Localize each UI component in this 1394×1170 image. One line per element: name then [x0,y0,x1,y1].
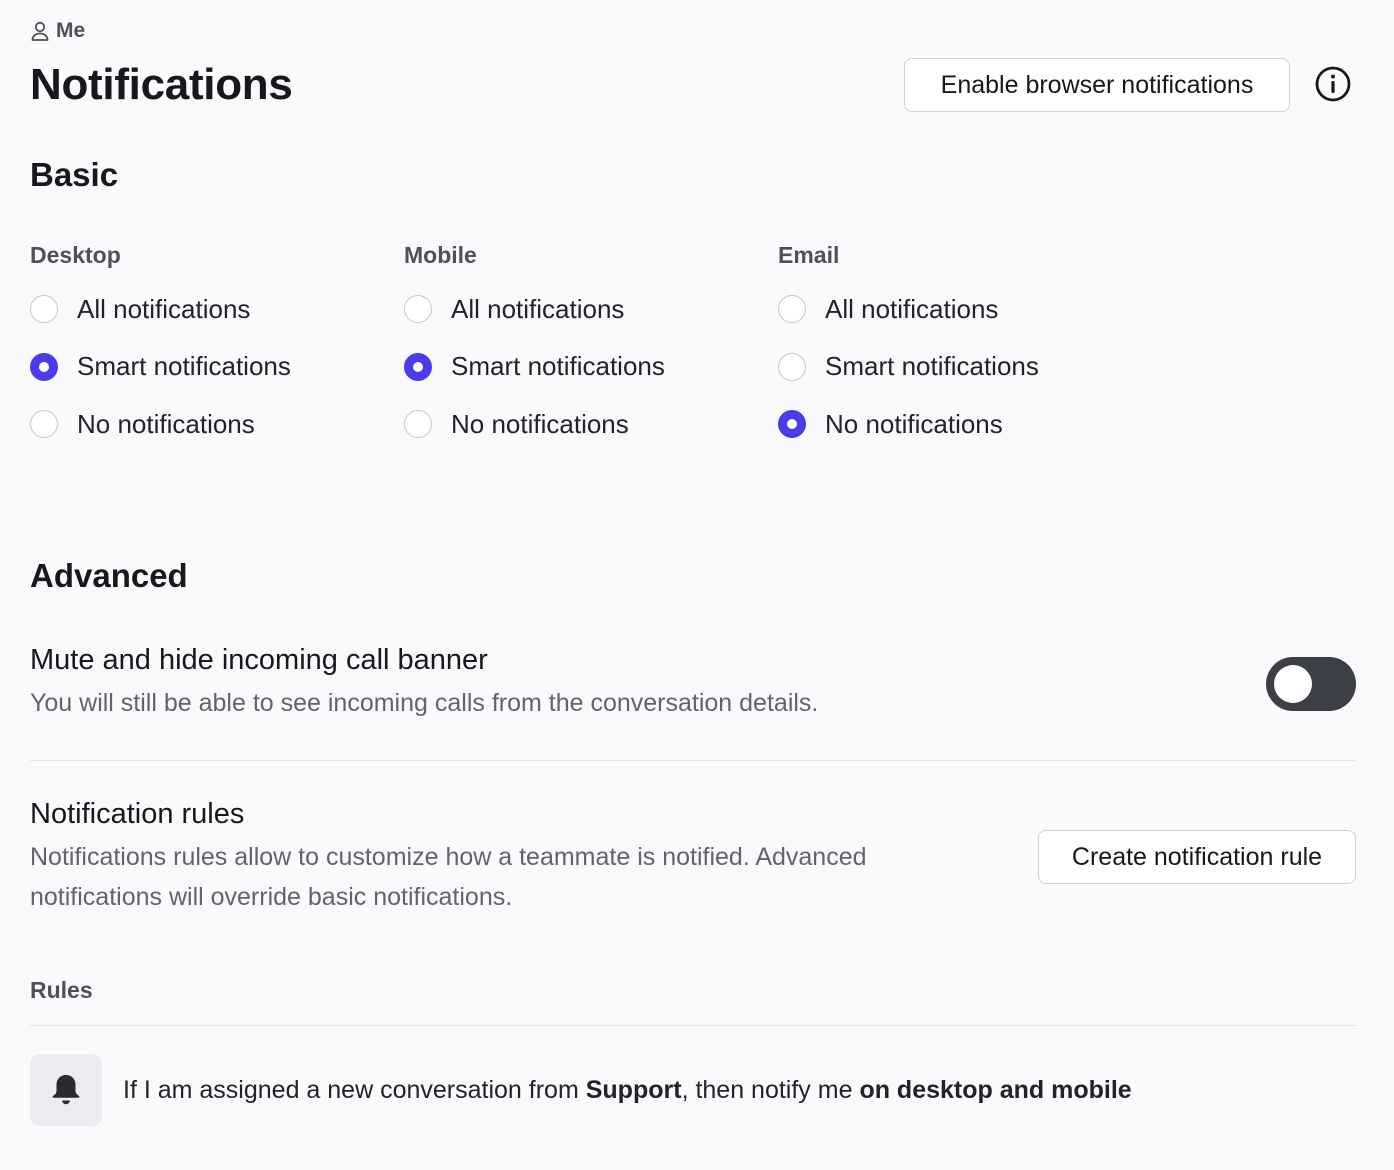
option-label: No notifications [825,408,1003,439]
email-column [778,240,1138,439]
desktop-option-none[interactable] [30,409,390,439]
breadcrumb[interactable] [30,19,85,43]
radio-button-selected[interactable] [30,353,58,381]
create-notification-rule-button[interactable]: Create notification rule [1038,830,1356,884]
rule-text-middle: , then notify me [681,1075,860,1104]
radio-button[interactable] [30,295,58,323]
mute-call-banner-toggle[interactable] [1266,657,1356,711]
mobile-column [404,240,764,439]
email-option-all[interactable] [778,294,1138,324]
radio-button[interactable] [30,410,58,438]
option-label: No notifications [77,408,255,439]
mute-call-banner-title: Mute and hide incoming call banner [30,644,488,676]
radio-button[interactable] [778,295,806,323]
mobile-option-all[interactable] [404,294,764,324]
divider [30,1025,1356,1026]
desktop-column-title: Desktop [30,242,121,268]
radio-button[interactable] [404,295,432,323]
divider [30,760,1356,761]
rule-team: Support [585,1075,682,1104]
desktop-column [30,240,390,439]
option-label: All notifications [451,293,625,324]
radio-button[interactable] [778,353,806,381]
option-label: All notifications [825,293,999,324]
desktop-option-all[interactable] [30,294,390,324]
advanced-heading: Advanced [30,557,188,594]
mute-call-banner-description: You will still be able to see incoming calls from the conversation details. [30,689,819,717]
option-label: Smart notifications [825,351,1039,381]
email-column-title: Email [778,242,840,268]
rule-item[interactable] [30,1054,1132,1126]
mobile-option-none[interactable] [404,409,764,439]
notification-rules-description: Notifications rules allow to customize how a teammate is notified. Advanced notifications will override basic notifications. [30,843,867,911]
rule-description [123,1076,1132,1105]
email-option-none[interactable] [778,409,1138,439]
user-icon [30,20,50,42]
email-option-smart[interactable] [778,352,1138,382]
notification-rules-title: Notification rules [30,798,245,830]
rule-text-prefix: If I am assigned a new conversation from [123,1075,586,1104]
bell-icon [30,1054,102,1126]
option-label: No notifications [451,408,629,439]
breadcrumb-label: Me [56,19,86,42]
rules-label: Rules [30,977,93,1003]
info-icon[interactable] [1314,65,1352,103]
enable-browser-notifications-button[interactable]: Enable browser notifications [904,58,1290,112]
desktop-option-smart[interactable] [30,352,390,382]
radio-button-selected[interactable] [404,353,432,381]
option-label: Smart notifications [451,351,665,381]
toggle-knob [1274,665,1312,703]
rule-channels: on desktop and mobile [859,1075,1132,1104]
basic-heading: Basic [30,156,119,193]
option-label: All notifications [77,293,251,324]
radio-button-selected[interactable] [778,410,806,438]
option-label: Smart notifications [77,351,291,381]
mobile-column-title: Mobile [404,242,477,268]
page-title: Notifications [30,60,293,109]
radio-button[interactable] [404,410,432,438]
mobile-option-smart[interactable] [404,352,764,382]
